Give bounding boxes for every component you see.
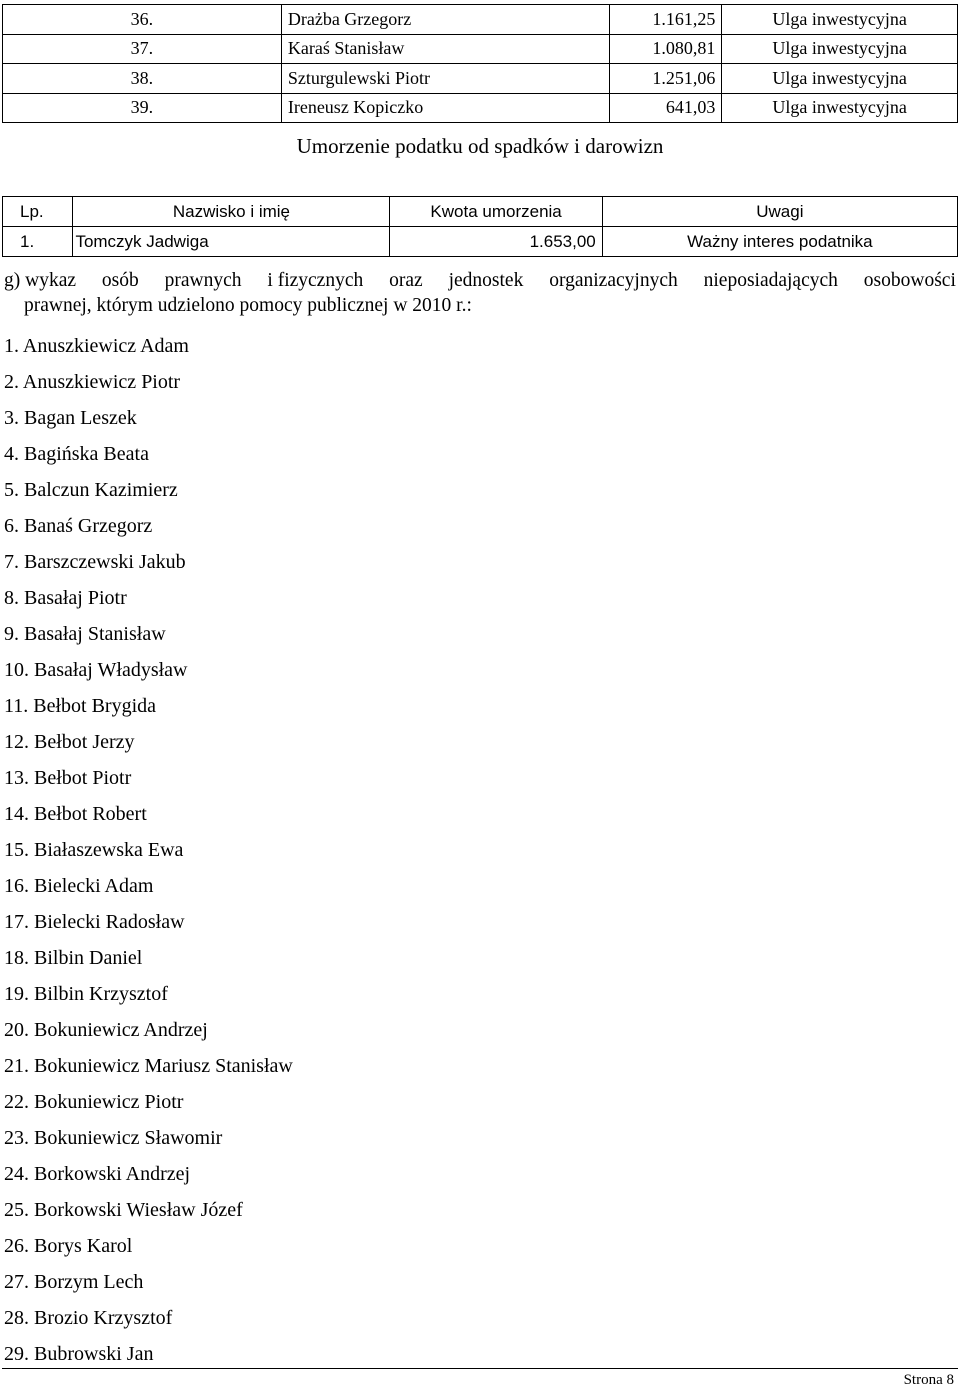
list-item: 26. Borys Karol xyxy=(4,1235,133,1257)
row-amount: 1.080,81 xyxy=(610,34,722,64)
list-item: 21. Bokuniewicz Mariusz Stanisław xyxy=(4,1055,293,1077)
list-item: 2. Anuszkiewicz Piotr xyxy=(4,371,181,393)
page-number: Strona 8 xyxy=(903,1372,954,1388)
row-amount: 1.161,25 xyxy=(610,5,722,35)
row-name: Drażba Grzegorz xyxy=(281,5,609,35)
row-lp: 37. xyxy=(3,34,282,64)
list-item: 12. Bełbot Jerzy xyxy=(4,731,135,753)
list-item: 11. Bełbot Brygida xyxy=(4,695,157,717)
list-item: 13. Bełbot Piotr xyxy=(4,767,132,789)
list-item: 20. Bokuniewicz Andrzej xyxy=(4,1019,208,1041)
list-item: 7. Barszczewski Jakub xyxy=(4,551,186,573)
section-title: Umorzenie podatku od spadków i darowizn xyxy=(296,134,664,158)
heading-word: organizacyjnych xyxy=(549,270,678,291)
heading-word: prawnych xyxy=(164,270,242,291)
list-item: 1. Anuszkiewicz Adam xyxy=(4,335,189,357)
header-lp: Lp. xyxy=(3,197,73,227)
row-note: Ulga inwestycyjna xyxy=(722,5,958,35)
list-item: 16. Bielecki Adam xyxy=(4,875,154,897)
table-row xyxy=(3,5,958,35)
list-item: 17. Bielecki Radosław xyxy=(4,911,185,933)
section-g-first-line xyxy=(4,268,956,293)
footer-divider xyxy=(2,1368,958,1369)
list-item: 8. Basałaj Piotr xyxy=(4,587,127,609)
row-note: Ważny interes podatnika xyxy=(602,227,957,257)
list-item: 24. Borkowski Andrzej xyxy=(4,1163,191,1185)
list-item: 28. Brozio Krzysztof xyxy=(4,1307,173,1329)
heading-word: nieposiadających xyxy=(703,270,838,291)
row-note: Ulga inwestycyjna xyxy=(722,34,958,64)
row-note: Ulga inwestycyjna xyxy=(722,64,958,94)
list-item: 15. Białaszewska Ewa xyxy=(4,839,184,861)
list-item: 5. Balczun Kazimierz xyxy=(4,479,178,501)
row-name: Ireneusz Kopiczko xyxy=(281,93,609,123)
heading-word: jednostek xyxy=(448,270,524,291)
table-row xyxy=(3,64,958,94)
row-name: Karaś Stanisław xyxy=(281,34,609,64)
header-note: Uwagi xyxy=(602,197,957,227)
heading-word: osób xyxy=(101,270,139,291)
person-list xyxy=(4,328,293,1372)
list-item: 4. Bagińska Beata xyxy=(4,443,149,465)
list-item: 23. Bokuniewicz Sławomir xyxy=(4,1127,223,1149)
row-lp: 36. xyxy=(3,5,282,35)
row-lp: 39. xyxy=(3,93,282,123)
row-lp: 1. xyxy=(3,227,73,257)
list-item: 29. Bubrowski Jan xyxy=(4,1343,154,1365)
row-name: Szturgulewski Piotr xyxy=(281,64,609,94)
header-name: Nazwisko i imię xyxy=(73,197,390,227)
umorzenie-table xyxy=(2,196,958,257)
list-item: 10. Basałaj Władysław xyxy=(4,659,188,681)
list-item: 19. Bilbin Krzysztof xyxy=(4,983,168,1005)
heading-word: oraz xyxy=(389,270,423,291)
heading-word: osobowości xyxy=(863,270,956,291)
ulga-table xyxy=(2,4,958,123)
heading-word: g) wykaz xyxy=(4,270,77,291)
list-item: 27. Borzym Lech xyxy=(4,1271,144,1293)
list-item: 6. Banaś Grzegorz xyxy=(4,515,153,537)
heading-word: i fizycznych xyxy=(267,270,364,291)
table-row xyxy=(3,227,958,257)
table-header-row xyxy=(3,197,958,227)
list-item: 9. Basałaj Stanisław xyxy=(4,623,166,645)
table-row xyxy=(3,34,958,64)
row-lp: 38. xyxy=(3,64,282,94)
row-note: Ulga inwestycyjna xyxy=(722,93,958,123)
row-amount: 1.653,00 xyxy=(390,227,602,257)
list-item: 14. Bełbot Robert xyxy=(4,803,147,825)
list-item: 18. Bilbin Daniel xyxy=(4,947,143,969)
row-amount: 641,03 xyxy=(610,93,722,123)
row-amount: 1.251,06 xyxy=(610,64,722,94)
header-amount: Kwota umorzenia xyxy=(390,197,602,227)
table-row xyxy=(3,93,958,123)
row-name: Tomczyk Jadwiga xyxy=(73,227,390,257)
section-g-second-line: prawnej, którym udzielono pomocy publicznej w 2010 r.: xyxy=(24,295,472,316)
section-g-heading xyxy=(4,268,956,318)
list-item: 3. Bagan Leszek xyxy=(4,407,137,429)
list-item: 22. Bokuniewicz Piotr xyxy=(4,1091,184,1113)
list-item: 25. Borkowski Wiesław Józef xyxy=(4,1199,243,1221)
